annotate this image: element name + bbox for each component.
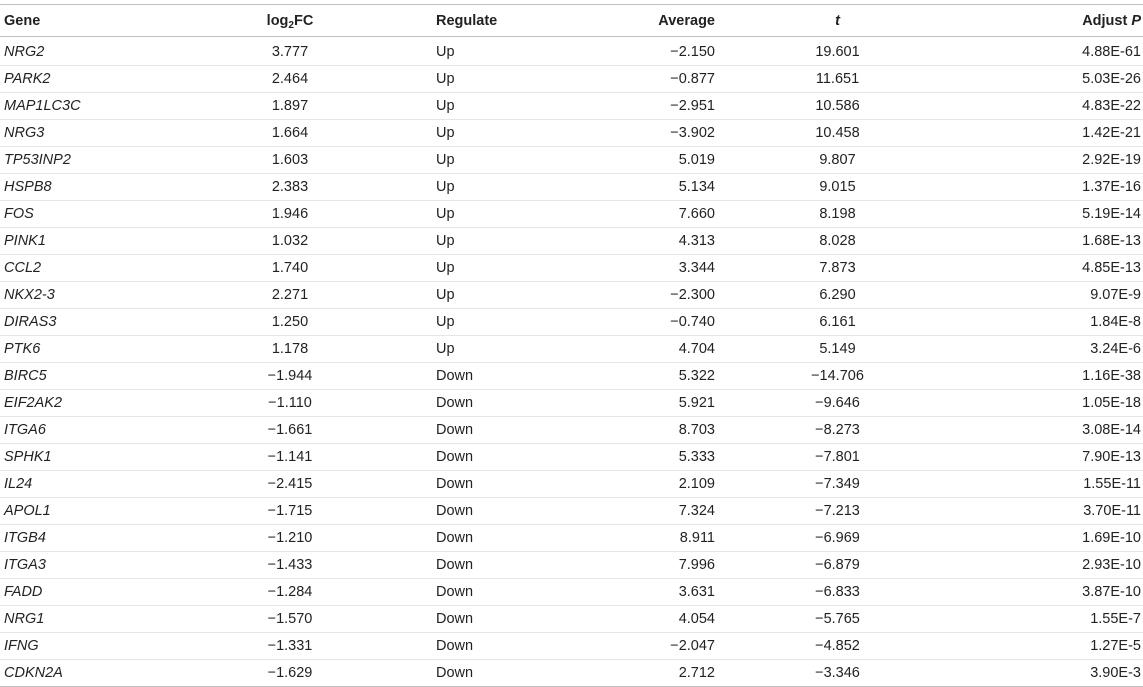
header-t [715,5,920,37]
cell-gene: IFNG [0,633,200,660]
cell-average: −2.300 [595,282,715,309]
table-row [0,93,1143,120]
cell-adjust-p: 4.85E-13 [920,255,1143,282]
cell-log2fc: 1.603 [200,147,380,174]
cell-regulate: Up [380,120,595,147]
cell-t: 11.651 [715,66,920,93]
cell-regulate: Down [380,390,595,417]
table-row [0,174,1143,201]
cell-t: −3.346 [715,660,920,687]
table-row [0,282,1143,309]
cell-adjust-p: 3.90E-3 [920,660,1143,687]
cell-regulate: Up [380,309,595,336]
cell-log2fc: 1.740 [200,255,380,282]
cell-regulate: Down [380,525,595,552]
cell-log2fc: −1.661 [200,417,380,444]
table-row [0,228,1143,255]
cell-adjust-p: 4.83E-22 [920,93,1143,120]
cell-t: −7.349 [715,471,920,498]
cell-t: −4.852 [715,633,920,660]
cell-t: 9.807 [715,147,920,174]
cell-regulate: Up [380,174,595,201]
cell-t: 6.290 [715,282,920,309]
cell-t: 5.149 [715,336,920,363]
cell-log2fc: −1.284 [200,579,380,606]
header-row [0,5,1143,37]
cell-gene: FADD [0,579,200,606]
cell-average: 4.054 [595,606,715,633]
cell-average: 4.313 [595,228,715,255]
cell-adjust-p: 4.88E-61 [920,37,1143,66]
cell-adjust-p: 5.19E-14 [920,201,1143,228]
table-row [0,417,1143,444]
header-average: Average [595,5,715,37]
cell-average: 3.344 [595,255,715,282]
table-row [0,525,1143,552]
cell-log2fc: 2.271 [200,282,380,309]
cell-average: 5.921 [595,390,715,417]
cell-gene: NRG2 [0,37,200,66]
table-row [0,579,1143,606]
cell-log2fc: −1.433 [200,552,380,579]
table-row [0,201,1143,228]
cell-t: −5.765 [715,606,920,633]
header-regulate: Regulate [380,5,595,37]
cell-t: 7.873 [715,255,920,282]
cell-log2fc: −1.570 [200,606,380,633]
cell-average: 4.704 [595,336,715,363]
table-row [0,37,1143,66]
table-row [0,660,1143,687]
cell-regulate: Up [380,255,595,282]
cell-regulate: Down [380,417,595,444]
cell-regulate: Down [380,633,595,660]
cell-gene: DIRAS3 [0,309,200,336]
cell-gene: HSPB8 [0,174,200,201]
cell-log2fc: −1.141 [200,444,380,471]
table-row [0,336,1143,363]
cell-regulate: Down [380,363,595,390]
table-row [0,309,1143,336]
cell-average: −0.740 [595,309,715,336]
cell-adjust-p: 2.92E-19 [920,147,1143,174]
cell-t: −14.706 [715,363,920,390]
differential-expression-table [0,4,1143,687]
header-gene: Gene [0,5,200,37]
table-row [0,363,1143,390]
cell-t: 10.586 [715,93,920,120]
cell-gene: APOL1 [0,498,200,525]
cell-regulate: Down [380,579,595,606]
cell-regulate: Up [380,66,595,93]
cell-t: −9.646 [715,390,920,417]
header-log2fc-suffix: FC [293,12,314,29]
header-log2fc-sub: 2 [288,19,294,31]
cell-adjust-p: 1.84E-8 [920,309,1143,336]
cell-adjust-p: 3.08E-14 [920,417,1143,444]
cell-t: −7.213 [715,498,920,525]
table-row [0,255,1143,282]
cell-t: −6.879 [715,552,920,579]
cell-log2fc: −1.110 [200,390,380,417]
cell-log2fc: −1.331 [200,633,380,660]
cell-log2fc: −1.629 [200,660,380,687]
table-row [0,606,1143,633]
cell-log2fc: 1.897 [200,93,380,120]
cell-log2fc: −1.210 [200,525,380,552]
cell-gene: SPHK1 [0,444,200,471]
cell-regulate: Up [380,336,595,363]
cell-t: −6.969 [715,525,920,552]
cell-log2fc: −1.944 [200,363,380,390]
table-header [0,5,1143,37]
cell-log2fc: −1.715 [200,498,380,525]
cell-average: 5.322 [595,363,715,390]
table-row [0,444,1143,471]
table-row [0,390,1143,417]
table-row [0,633,1143,660]
cell-adjust-p: 2.93E-10 [920,552,1143,579]
cell-regulate: Down [380,444,595,471]
cell-gene: NRG1 [0,606,200,633]
cell-log2fc: −2.415 [200,471,380,498]
cell-average: 8.703 [595,417,715,444]
cell-t: −8.273 [715,417,920,444]
cell-log2fc: 1.946 [200,201,380,228]
cell-t: 10.458 [715,120,920,147]
cell-regulate: Up [380,37,595,66]
cell-average: −2.150 [595,37,715,66]
cell-gene: ITGA6 [0,417,200,444]
cell-adjust-p: 9.07E-9 [920,282,1143,309]
cell-regulate: Up [380,228,595,255]
table-row [0,471,1143,498]
header-adjust-p [920,5,1143,37]
cell-regulate: Up [380,93,595,120]
cell-log2fc: 3.777 [200,37,380,66]
header-log2fc [200,5,380,37]
table-row [0,552,1143,579]
cell-regulate: Down [380,471,595,498]
cell-average: 8.911 [595,525,715,552]
cell-t: 8.198 [715,201,920,228]
cell-average: 3.631 [595,579,715,606]
table-row [0,498,1143,525]
cell-regulate: Up [380,147,595,174]
cell-gene: EIF2AK2 [0,390,200,417]
cell-gene: FOS [0,201,200,228]
header-adjust-prefix: Adjust [1082,12,1132,29]
cell-log2fc: 1.250 [200,309,380,336]
cell-gene: NRG3 [0,120,200,147]
cell-gene: IL24 [0,471,200,498]
cell-t: 6.161 [715,309,920,336]
cell-t: 8.028 [715,228,920,255]
cell-regulate: Up [380,282,595,309]
cell-adjust-p: 1.68E-13 [920,228,1143,255]
cell-adjust-p: 7.90E-13 [920,444,1143,471]
cell-gene: PTK6 [0,336,200,363]
cell-t: −7.801 [715,444,920,471]
cell-adjust-p: 3.70E-11 [920,498,1143,525]
table-row [0,66,1143,93]
cell-average: −0.877 [595,66,715,93]
table-body [0,37,1143,687]
cell-gene: BIRC5 [0,363,200,390]
cell-adjust-p: 1.42E-21 [920,120,1143,147]
cell-adjust-p: 3.24E-6 [920,336,1143,363]
cell-average: −3.902 [595,120,715,147]
cell-average: −2.047 [595,633,715,660]
cell-adjust-p: 1.27E-5 [920,633,1143,660]
cell-log2fc: 2.383 [200,174,380,201]
cell-adjust-p: 5.03E-26 [920,66,1143,93]
cell-regulate: Down [380,606,595,633]
cell-gene: PARK2 [0,66,200,93]
cell-gene: CCL2 [0,255,200,282]
cell-gene: ITGA3 [0,552,200,579]
cell-log2fc: 1.664 [200,120,380,147]
cell-average: 5.333 [595,444,715,471]
cell-gene: MAP1LC3C [0,93,200,120]
cell-average: 7.996 [595,552,715,579]
cell-average: 7.324 [595,498,715,525]
cell-gene: ITGB4 [0,525,200,552]
cell-adjust-p: 1.16E-38 [920,363,1143,390]
cell-average: 2.712 [595,660,715,687]
cell-adjust-p: 1.69E-10 [920,525,1143,552]
cell-regulate: Down [380,660,595,687]
cell-adjust-p: 1.05E-18 [920,390,1143,417]
cell-average: 7.660 [595,201,715,228]
cell-average: 2.109 [595,471,715,498]
table-row [0,120,1143,147]
cell-adjust-p: 3.87E-10 [920,579,1143,606]
cell-average: 5.019 [595,147,715,174]
cell-gene: NKX2-3 [0,282,200,309]
cell-adjust-p: 1.55E-11 [920,471,1143,498]
cell-log2fc: 1.032 [200,228,380,255]
cell-regulate: Down [380,552,595,579]
cell-gene: CDKN2A [0,660,200,687]
header-log2fc-prefix: log [266,12,289,29]
cell-t: 9.015 [715,174,920,201]
cell-adjust-p: 1.37E-16 [920,174,1143,201]
cell-regulate: Up [380,201,595,228]
table-row [0,147,1143,174]
header-adjust-p-label: P [1131,12,1141,29]
header-t-label: t [835,12,840,29]
cell-log2fc: 2.464 [200,66,380,93]
cell-t: 19.601 [715,37,920,66]
cell-t: −6.833 [715,579,920,606]
cell-regulate: Down [380,498,595,525]
cell-average: 5.134 [595,174,715,201]
cell-gene: TP53INP2 [0,147,200,174]
cell-adjust-p: 1.55E-7 [920,606,1143,633]
cell-gene: PINK1 [0,228,200,255]
cell-log2fc: 1.178 [200,336,380,363]
cell-average: −2.951 [595,93,715,120]
